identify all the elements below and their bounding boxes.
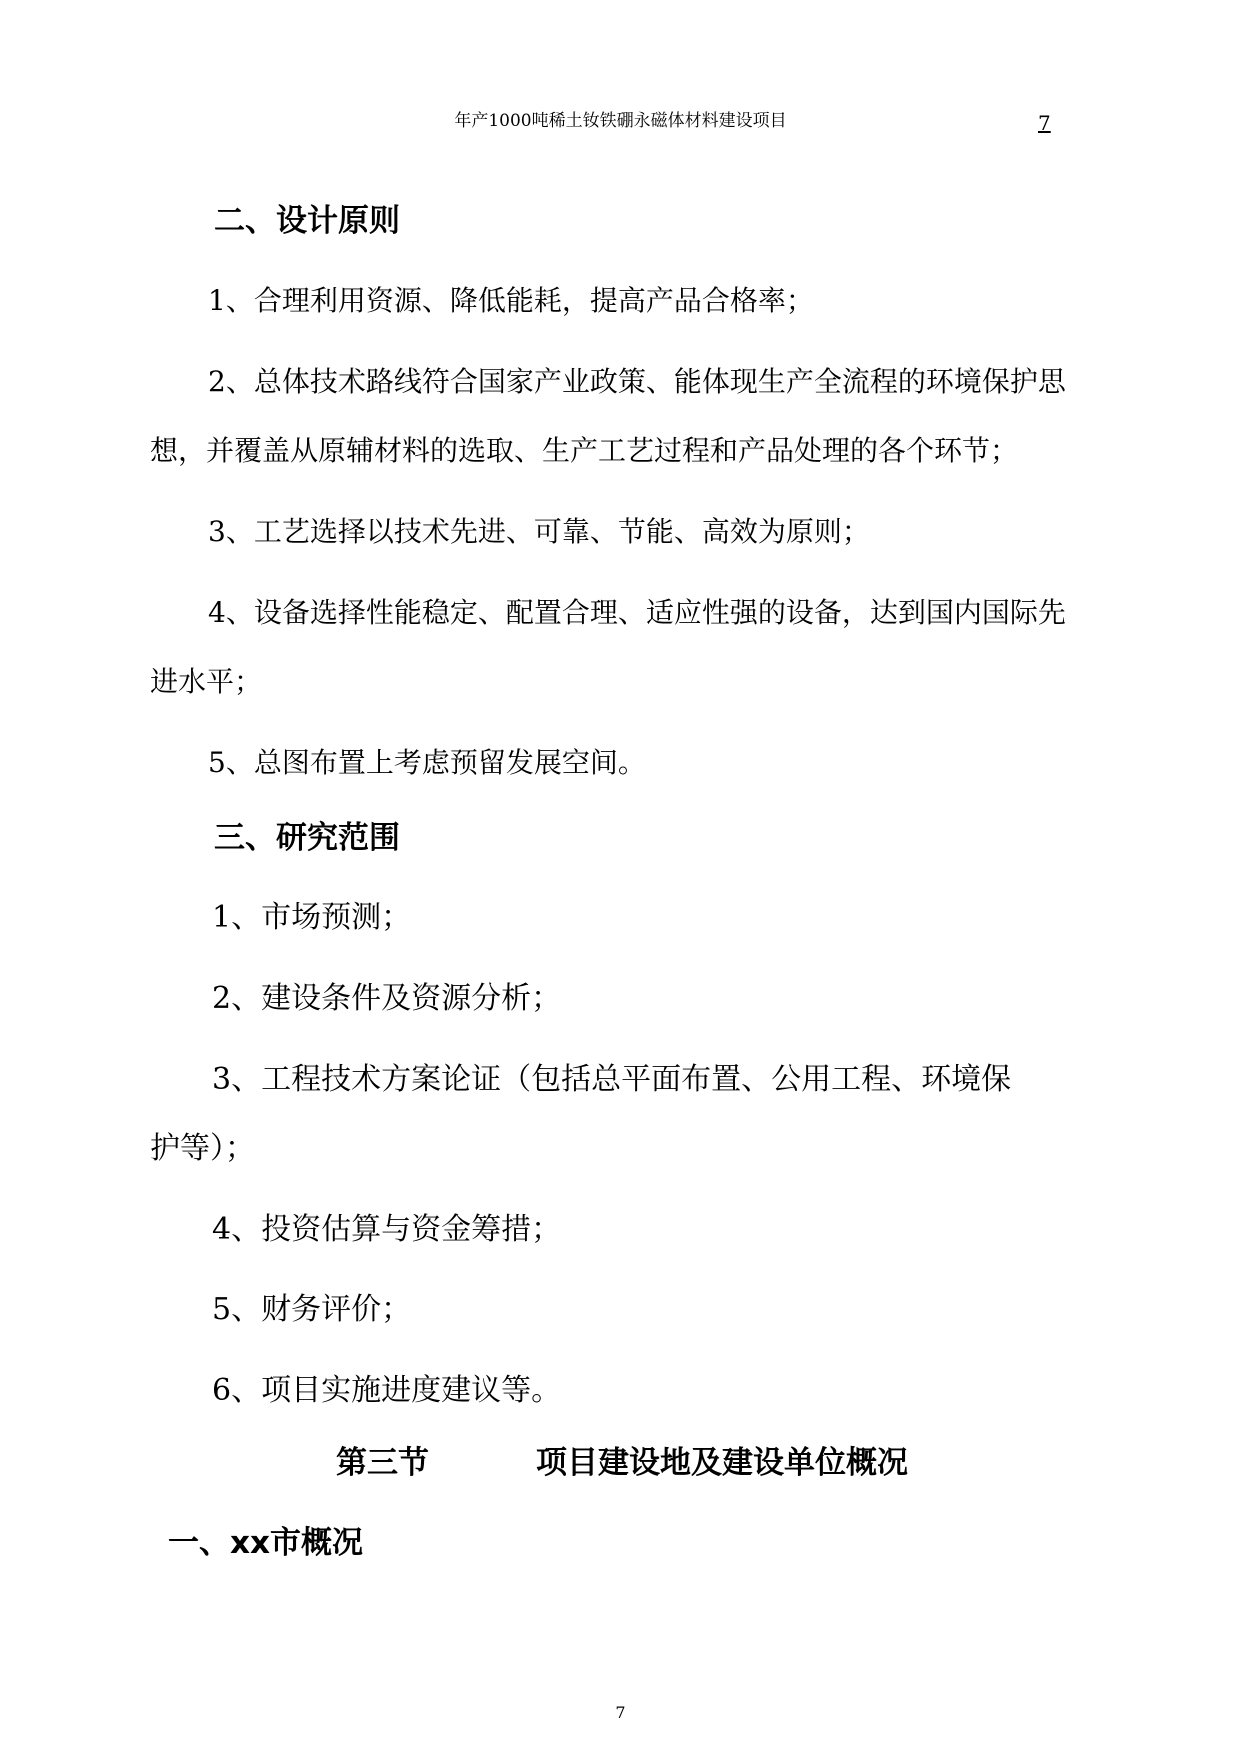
research-scope-4: 4、投资估算与资金筹措； xyxy=(212,1212,562,1247)
heading-city-overview: 一、xx市概况 xyxy=(168,1525,363,1561)
header-page-number: 7 xyxy=(1038,111,1051,135)
research-scope-5: 5、财务评价； xyxy=(212,1292,412,1327)
research-scope-2: 2、建设条件及资源分析； xyxy=(212,981,562,1016)
design-principle-4: 4、设备选择性能稳定、配置合理、适应性强的设备，达到国内国际先 xyxy=(208,596,1066,629)
design-principle-3: 3、工艺选择以技术先进、可靠、节能、高效为原则； xyxy=(208,515,870,548)
research-scope-1: 1、市场预测； xyxy=(212,900,412,935)
footer-page-number: 7 xyxy=(615,1703,626,1722)
section-title: 项目建设地及建设单位概况 xyxy=(536,1445,908,1481)
section-label: 第三节 xyxy=(336,1445,429,1481)
heading-research-scope: 三、研究范围 xyxy=(214,820,400,856)
design-principle-4-continued: 进水平； xyxy=(150,665,263,698)
research-scope-6: 6、项目实施进度建议等。 xyxy=(212,1373,562,1408)
design-principle-2-continued: 想，并覆盖从原辅材料的选取、生产工艺过程和产品处理的各个环节； xyxy=(150,434,1019,467)
design-principle-1: 1、合理利用资源、降低能耗，提高产品合格率； xyxy=(208,284,814,317)
design-principle-2: 2、总体技术路线符合国家产业政策、能体现生产全流程的环境保护思 xyxy=(208,365,1066,398)
research-scope-3-continued: 护等）； xyxy=(150,1131,255,1166)
heading-design-principles: 二、设计原则 xyxy=(214,203,400,239)
research-scope-3: 3、工程技术方案论证（包括总平面布置、公用工程、环境保 xyxy=(212,1062,1012,1097)
running-header: 年产1000吨稀土钕铁硼永磁体材料建设项目 xyxy=(454,111,787,131)
design-principle-5: 5、总图布置上考虑预留发展空间。 xyxy=(208,746,646,779)
